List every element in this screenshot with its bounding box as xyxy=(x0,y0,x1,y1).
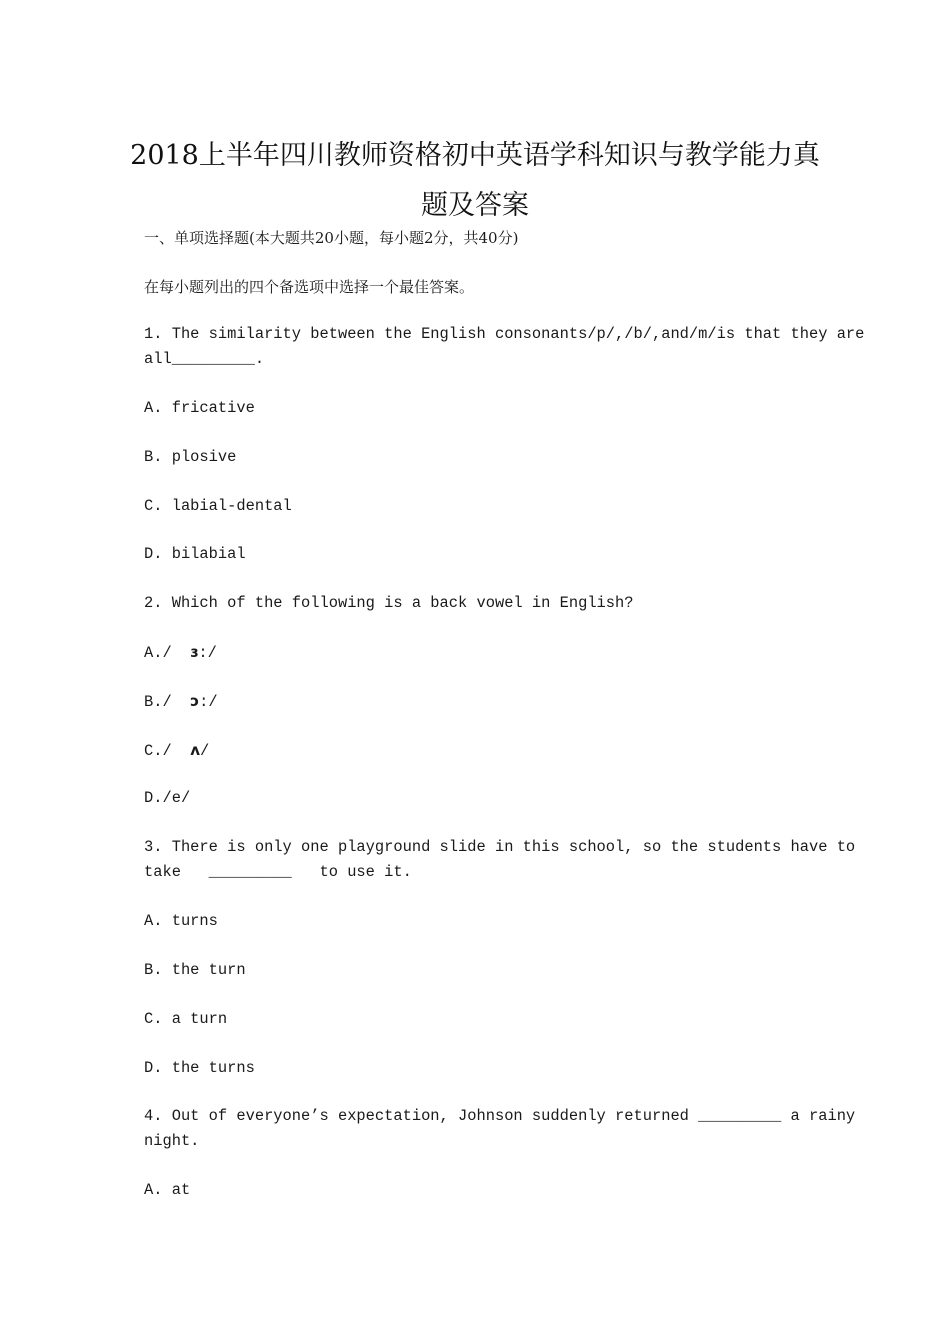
question-4-stem-line2: night. xyxy=(144,1132,200,1150)
question-1-stem-line2: all_________. xyxy=(144,350,265,368)
question-3-option-a: A. turns xyxy=(144,912,218,930)
question-3-stem-line2: take _________ to use it. xyxy=(144,863,412,881)
option-suffix: :/ xyxy=(198,644,217,662)
ipa-symbol: ɔ xyxy=(190,692,200,710)
document-title-line1: 2018上半年四川教师资格初中英语学科知识与教学能力真 xyxy=(130,140,820,171)
question-1-option-d: D. bilabial xyxy=(144,545,246,563)
section-heading: 一、单项选择题(本大题共20小题，每小题2分，共40分) xyxy=(144,229,519,247)
question-1-stem-line1: 1. The similarity between the English consonants/p/,/b/,and/m/is that they are xyxy=(144,325,865,343)
question-2-option-a xyxy=(144,643,804,662)
question-3-option-c: C. a turn xyxy=(144,1010,228,1028)
ipa-symbol: ɜ xyxy=(190,643,199,661)
option-prefix: A./ xyxy=(144,644,191,662)
question-1-option-b: B. plosive xyxy=(144,448,237,466)
option-prefix: B./ xyxy=(144,693,191,711)
ipa-symbol: ʌ xyxy=(190,741,200,759)
question-3-option-b: B. the turn xyxy=(144,961,246,979)
option-prefix: C./ xyxy=(144,742,191,760)
question-2-option-c xyxy=(144,741,804,760)
question-2-option-b xyxy=(144,692,804,711)
document-title-line2: 题及答案 xyxy=(421,190,529,221)
question-1-option-a: A. fricative xyxy=(144,399,255,417)
option-suffix: :/ xyxy=(199,693,218,711)
question-3-stem-line1: 3. There is only one playground slide in this school, so the students have to xyxy=(144,838,856,856)
question-3-option-d: D. the turns xyxy=(144,1059,255,1077)
question-2-stem: 2. Which of the following is a back vowel in English? xyxy=(144,594,634,612)
question-4-option-a: A. at xyxy=(144,1181,191,1199)
section-instruction: 在每小题列出的四个备选项中选择一个最佳答案。 xyxy=(144,278,475,296)
option-suffix: / xyxy=(199,742,210,760)
question-1-option-c: C. labial-dental xyxy=(144,497,292,515)
question-4-stem-line1: 4. Out of everyone’s expectation, Johnson suddenly returned _________ a rainy xyxy=(144,1107,856,1125)
question-2-option-d: D./e/ xyxy=(144,789,191,807)
